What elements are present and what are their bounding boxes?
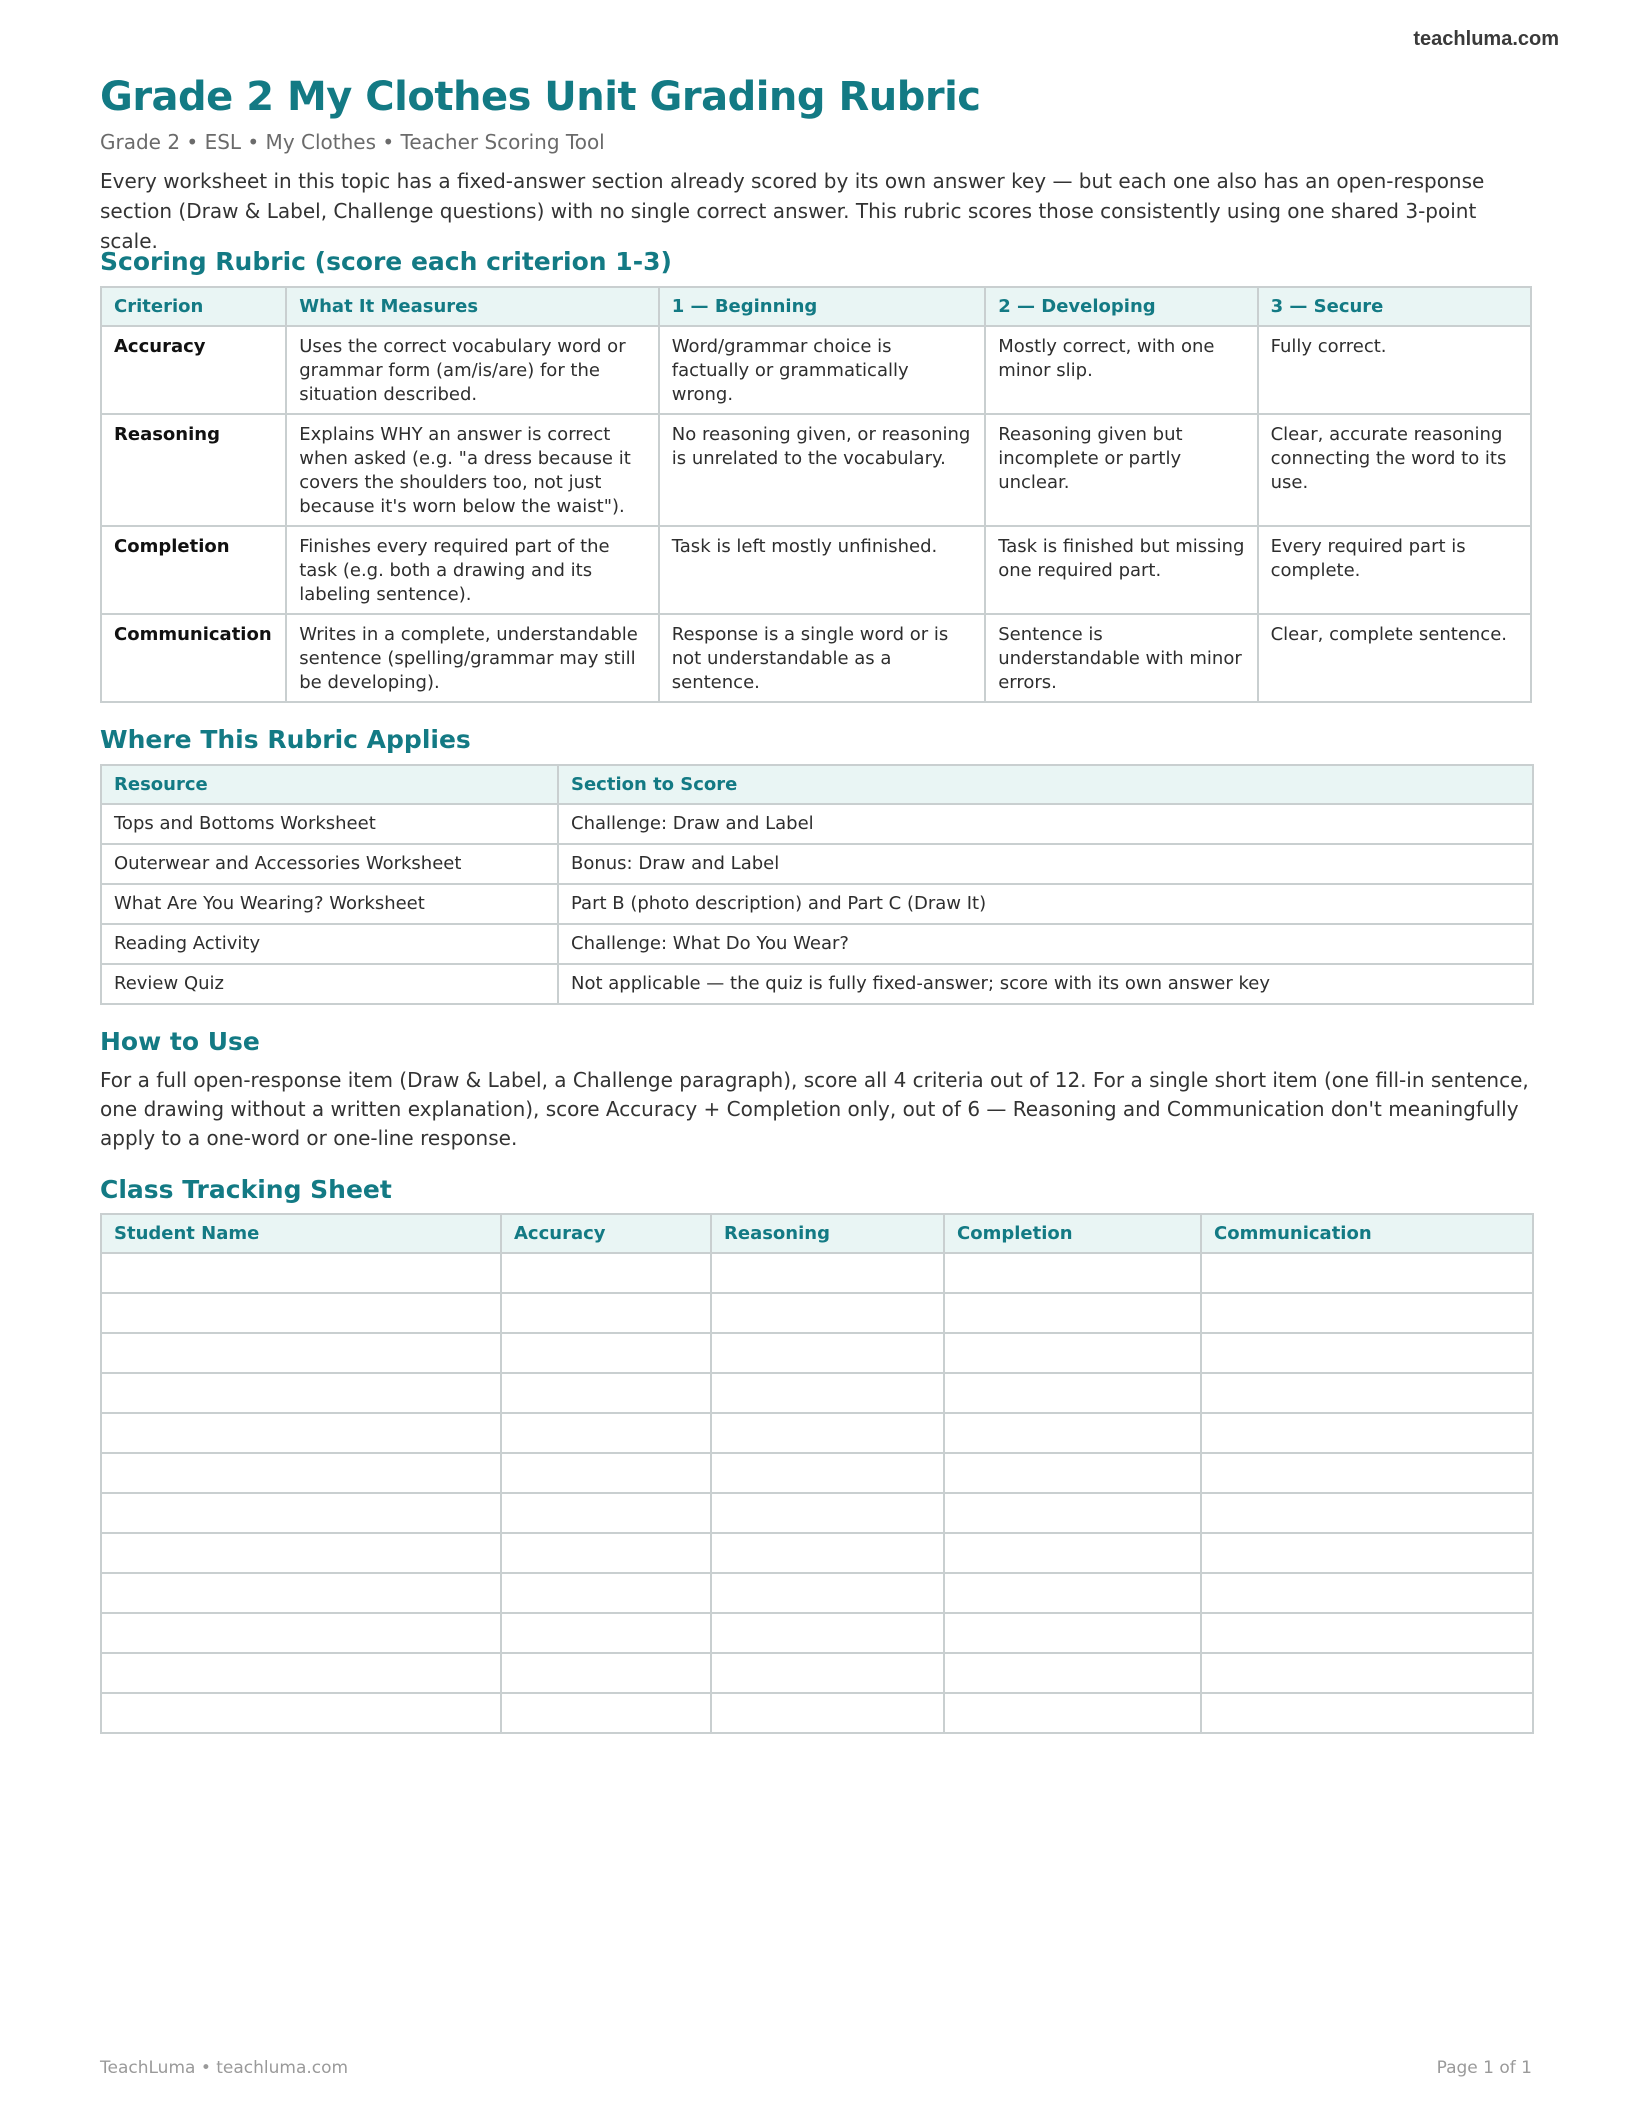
- reasoning-score-cell[interactable]: [711, 1373, 944, 1413]
- criterion-measures: Uses the correct vocabulary word or grammar form (am/is/are) for the situation described.: [286, 326, 659, 414]
- reasoning-score-cell[interactable]: [711, 1573, 944, 1613]
- tracking-body: [101, 1253, 1533, 1733]
- criterion-measures: Explains WHY an answer is correct when asked (e.g. "a dress because it covers the shoulders too, not just because it's worn below the waist").: [286, 414, 659, 526]
- student-name-cell[interactable]: [101, 1613, 501, 1653]
- resource-name: Review Quiz: [101, 964, 558, 1004]
- tracking-row: [101, 1533, 1533, 1573]
- table-row: [101, 884, 1533, 924]
- accuracy-score-cell[interactable]: [501, 1533, 711, 1573]
- student-name-cell[interactable]: [101, 1653, 501, 1693]
- level-secure: Clear, complete sentence.: [1258, 614, 1531, 702]
- level-beginning: Word/grammar choice is factually or grammatically wrong.: [659, 326, 985, 414]
- student-name-cell[interactable]: [101, 1293, 501, 1333]
- table-row: [101, 614, 1531, 702]
- section-to-score: Part B (photo description) and Part C (Draw It): [558, 884, 1533, 924]
- section-to-score: Not applicable — the quiz is fully fixed-answer; score with its own answer key: [558, 964, 1533, 1004]
- level-secure: Clear, accurate reasoning connecting the word to its use.: [1258, 414, 1531, 526]
- page-title: Grade 2 My Clothes Unit Grading Rubric: [100, 74, 981, 120]
- completion-score-cell[interactable]: [944, 1453, 1201, 1493]
- student-name-cell[interactable]: [101, 1533, 501, 1573]
- student-name-cell[interactable]: [101, 1493, 501, 1533]
- level-developing: Sentence is understandable with minor errors.: [985, 614, 1257, 702]
- table-row: [101, 804, 1533, 844]
- howto-heading: How to Use: [100, 1027, 260, 1056]
- page-number: Page 1 of 1: [1436, 2058, 1532, 2078]
- communication-score-cell[interactable]: [1201, 1453, 1533, 1493]
- reasoning-score-cell[interactable]: [711, 1493, 944, 1533]
- criterion-name: Reasoning: [101, 414, 286, 526]
- communication-score-cell[interactable]: [1201, 1333, 1533, 1373]
- criterion-name: Accuracy: [101, 326, 286, 414]
- tracking-table: [100, 1213, 1534, 1734]
- level-secure: Fully correct.: [1258, 326, 1531, 414]
- tracking-header-row: [101, 1214, 1533, 1253]
- resource-name: Tops and Bottoms Worksheet: [101, 804, 558, 844]
- student-name-cell[interactable]: [101, 1413, 501, 1453]
- communication-score-cell[interactable]: [1201, 1253, 1533, 1293]
- tracking-row: [101, 1333, 1533, 1373]
- reasoning-score-cell[interactable]: [711, 1653, 944, 1693]
- site-brand: teachluma.com: [1413, 28, 1559, 50]
- tracking-row: [101, 1373, 1533, 1413]
- completion-score-cell[interactable]: [944, 1653, 1201, 1693]
- tracking-row: [101, 1573, 1533, 1613]
- column-header: What It Measures: [286, 287, 659, 326]
- completion-score-cell[interactable]: [944, 1613, 1201, 1653]
- student-name-cell[interactable]: [101, 1453, 501, 1493]
- table-row: [101, 526, 1531, 614]
- accuracy-score-cell[interactable]: [501, 1413, 711, 1453]
- communication-score-cell[interactable]: [1201, 1493, 1533, 1533]
- applies-heading: Where This Rubric Applies: [100, 725, 471, 754]
- applies-table: [100, 764, 1534, 1005]
- criterion-name: Communication: [101, 614, 286, 702]
- tracking-row: [101, 1693, 1533, 1733]
- tracking-row: [101, 1653, 1533, 1693]
- student-name-cell[interactable]: [101, 1373, 501, 1413]
- student-name-cell[interactable]: [101, 1253, 501, 1293]
- footer-brand: TeachLuma • teachluma.com: [100, 2058, 349, 2078]
- rubric-heading: Scoring Rubric (score each criterion 1-3): [100, 247, 672, 276]
- completion-score-cell[interactable]: [944, 1493, 1201, 1533]
- completion-score-cell[interactable]: [944, 1533, 1201, 1573]
- completion-score-cell[interactable]: [944, 1573, 1201, 1613]
- communication-score-cell[interactable]: [1201, 1533, 1533, 1573]
- student-name-cell[interactable]: [101, 1573, 501, 1613]
- student-name-cell[interactable]: [101, 1333, 501, 1373]
- reasoning-score-cell[interactable]: [711, 1253, 944, 1293]
- level-beginning: No reasoning given, or reasoning is unrelated to the vocabulary.: [659, 414, 985, 526]
- column-header: Reasoning: [711, 1214, 944, 1253]
- reasoning-score-cell[interactable]: [711, 1333, 944, 1373]
- howto-paragraph: For a full open-response item (Draw & Label, a Challenge paragraph), score all 4 criteria out of 12. For a single short item (one fill-in sentence, one drawing without a written explanation), score Accuracy + Completion only, out of 6 — Reasoning and Communication don't meaningfully apply to a one-word or one-line response.: [100, 1068, 1529, 1150]
- completion-score-cell[interactable]: [944, 1413, 1201, 1453]
- level-beginning: Task is left mostly unfinished.: [659, 526, 985, 614]
- accuracy-score-cell[interactable]: [501, 1653, 711, 1693]
- tracking-row: [101, 1493, 1533, 1533]
- accuracy-score-cell[interactable]: [501, 1253, 711, 1293]
- column-header: Criterion: [101, 287, 286, 326]
- tracking-heading: Class Tracking Sheet: [100, 1175, 392, 1204]
- communication-score-cell[interactable]: [1201, 1693, 1533, 1733]
- column-header: Student Name: [101, 1214, 501, 1253]
- student-name-cell[interactable]: [101, 1693, 501, 1733]
- column-header: 3 — Secure: [1258, 287, 1531, 326]
- rubric-table: [100, 286, 1532, 703]
- accuracy-score-cell[interactable]: [501, 1373, 711, 1413]
- section-to-score: Bonus: Draw and Label: [558, 844, 1533, 884]
- criterion-measures: Finishes every required part of the task (e.g. both a drawing and its labeling sentence).: [286, 526, 659, 614]
- completion-score-cell[interactable]: [944, 1253, 1201, 1293]
- level-developing: Mostly correct, with one minor slip.: [985, 326, 1257, 414]
- completion-score-cell[interactable]: [944, 1293, 1201, 1333]
- communication-score-cell[interactable]: [1201, 1613, 1533, 1653]
- table-row: [101, 964, 1533, 1004]
- level-secure: Every required part is complete.: [1258, 526, 1531, 614]
- section-to-score: Challenge: Draw and Label: [558, 804, 1533, 844]
- communication-score-cell[interactable]: [1201, 1293, 1533, 1333]
- communication-score-cell[interactable]: [1201, 1413, 1533, 1453]
- communication-score-cell[interactable]: [1201, 1573, 1533, 1613]
- table-row: [101, 326, 1531, 414]
- accuracy-score-cell[interactable]: [501, 1493, 711, 1533]
- accuracy-score-cell[interactable]: [501, 1613, 711, 1653]
- section-to-score: Challenge: What Do You Wear?: [558, 924, 1533, 964]
- column-header: Accuracy: [501, 1214, 711, 1253]
- tracking-row: [101, 1293, 1533, 1333]
- page-subtitle: Grade 2 • ESL • My Clothes • Teacher Scoring Tool: [100, 130, 605, 154]
- column-header: 2 — Developing: [985, 287, 1257, 326]
- reasoning-score-cell[interactable]: [711, 1453, 944, 1493]
- table-row: [101, 414, 1531, 526]
- reasoning-score-cell[interactable]: [711, 1533, 944, 1573]
- level-developing: Task is finished but missing one required part.: [985, 526, 1257, 614]
- column-header: 1 — Beginning: [659, 287, 985, 326]
- completion-score-cell[interactable]: [944, 1333, 1201, 1373]
- communication-score-cell[interactable]: [1201, 1373, 1533, 1413]
- rubric-header-row: [101, 287, 1531, 326]
- table-row: [101, 924, 1533, 964]
- reasoning-score-cell[interactable]: [711, 1413, 944, 1453]
- column-header: Resource: [101, 765, 558, 804]
- table-row: [101, 844, 1533, 884]
- completion-score-cell[interactable]: [944, 1373, 1201, 1413]
- accuracy-score-cell[interactable]: [501, 1453, 711, 1493]
- resource-name: Reading Activity: [101, 924, 558, 964]
- completion-score-cell[interactable]: [944, 1693, 1201, 1733]
- accuracy-score-cell[interactable]: [501, 1293, 711, 1333]
- tracking-row: [101, 1413, 1533, 1453]
- level-beginning: Response is a single word or is not understandable as a sentence.: [659, 614, 985, 702]
- level-developing: Reasoning given but incomplete or partly unclear.: [985, 414, 1257, 526]
- communication-score-cell[interactable]: [1201, 1653, 1533, 1693]
- resource-name: What Are You Wearing? Worksheet: [101, 884, 558, 924]
- accuracy-score-cell[interactable]: [501, 1693, 711, 1733]
- reasoning-score-cell[interactable]: [711, 1693, 944, 1733]
- reasoning-score-cell[interactable]: [711, 1293, 944, 1333]
- column-header: Communication: [1201, 1214, 1533, 1253]
- tracking-row: [101, 1613, 1533, 1653]
- tracking-row: [101, 1453, 1533, 1493]
- resource-name: Outerwear and Accessories Worksheet: [101, 844, 558, 884]
- accuracy-score-cell[interactable]: [501, 1573, 711, 1613]
- criterion-measures: Writes in a complete, understandable sentence (spelling/grammar may still be developing).: [286, 614, 659, 702]
- column-header: Section to Score: [558, 765, 1533, 804]
- criterion-name: Completion: [101, 526, 286, 614]
- tracking-row: [101, 1253, 1533, 1293]
- accuracy-score-cell[interactable]: [501, 1333, 711, 1373]
- reasoning-score-cell[interactable]: [711, 1613, 944, 1653]
- column-header: Completion: [944, 1214, 1201, 1253]
- intro-paragraph: Every worksheet in this topic has a fixed-answer section already scored by its own answer key — but each one also has an open-response section (Draw & Label, Challenge questions) with no single correct answer. This rubric scores those consistently using one shared 3-point scale.: [100, 169, 1485, 253]
- applies-header-row: [101, 765, 1533, 804]
